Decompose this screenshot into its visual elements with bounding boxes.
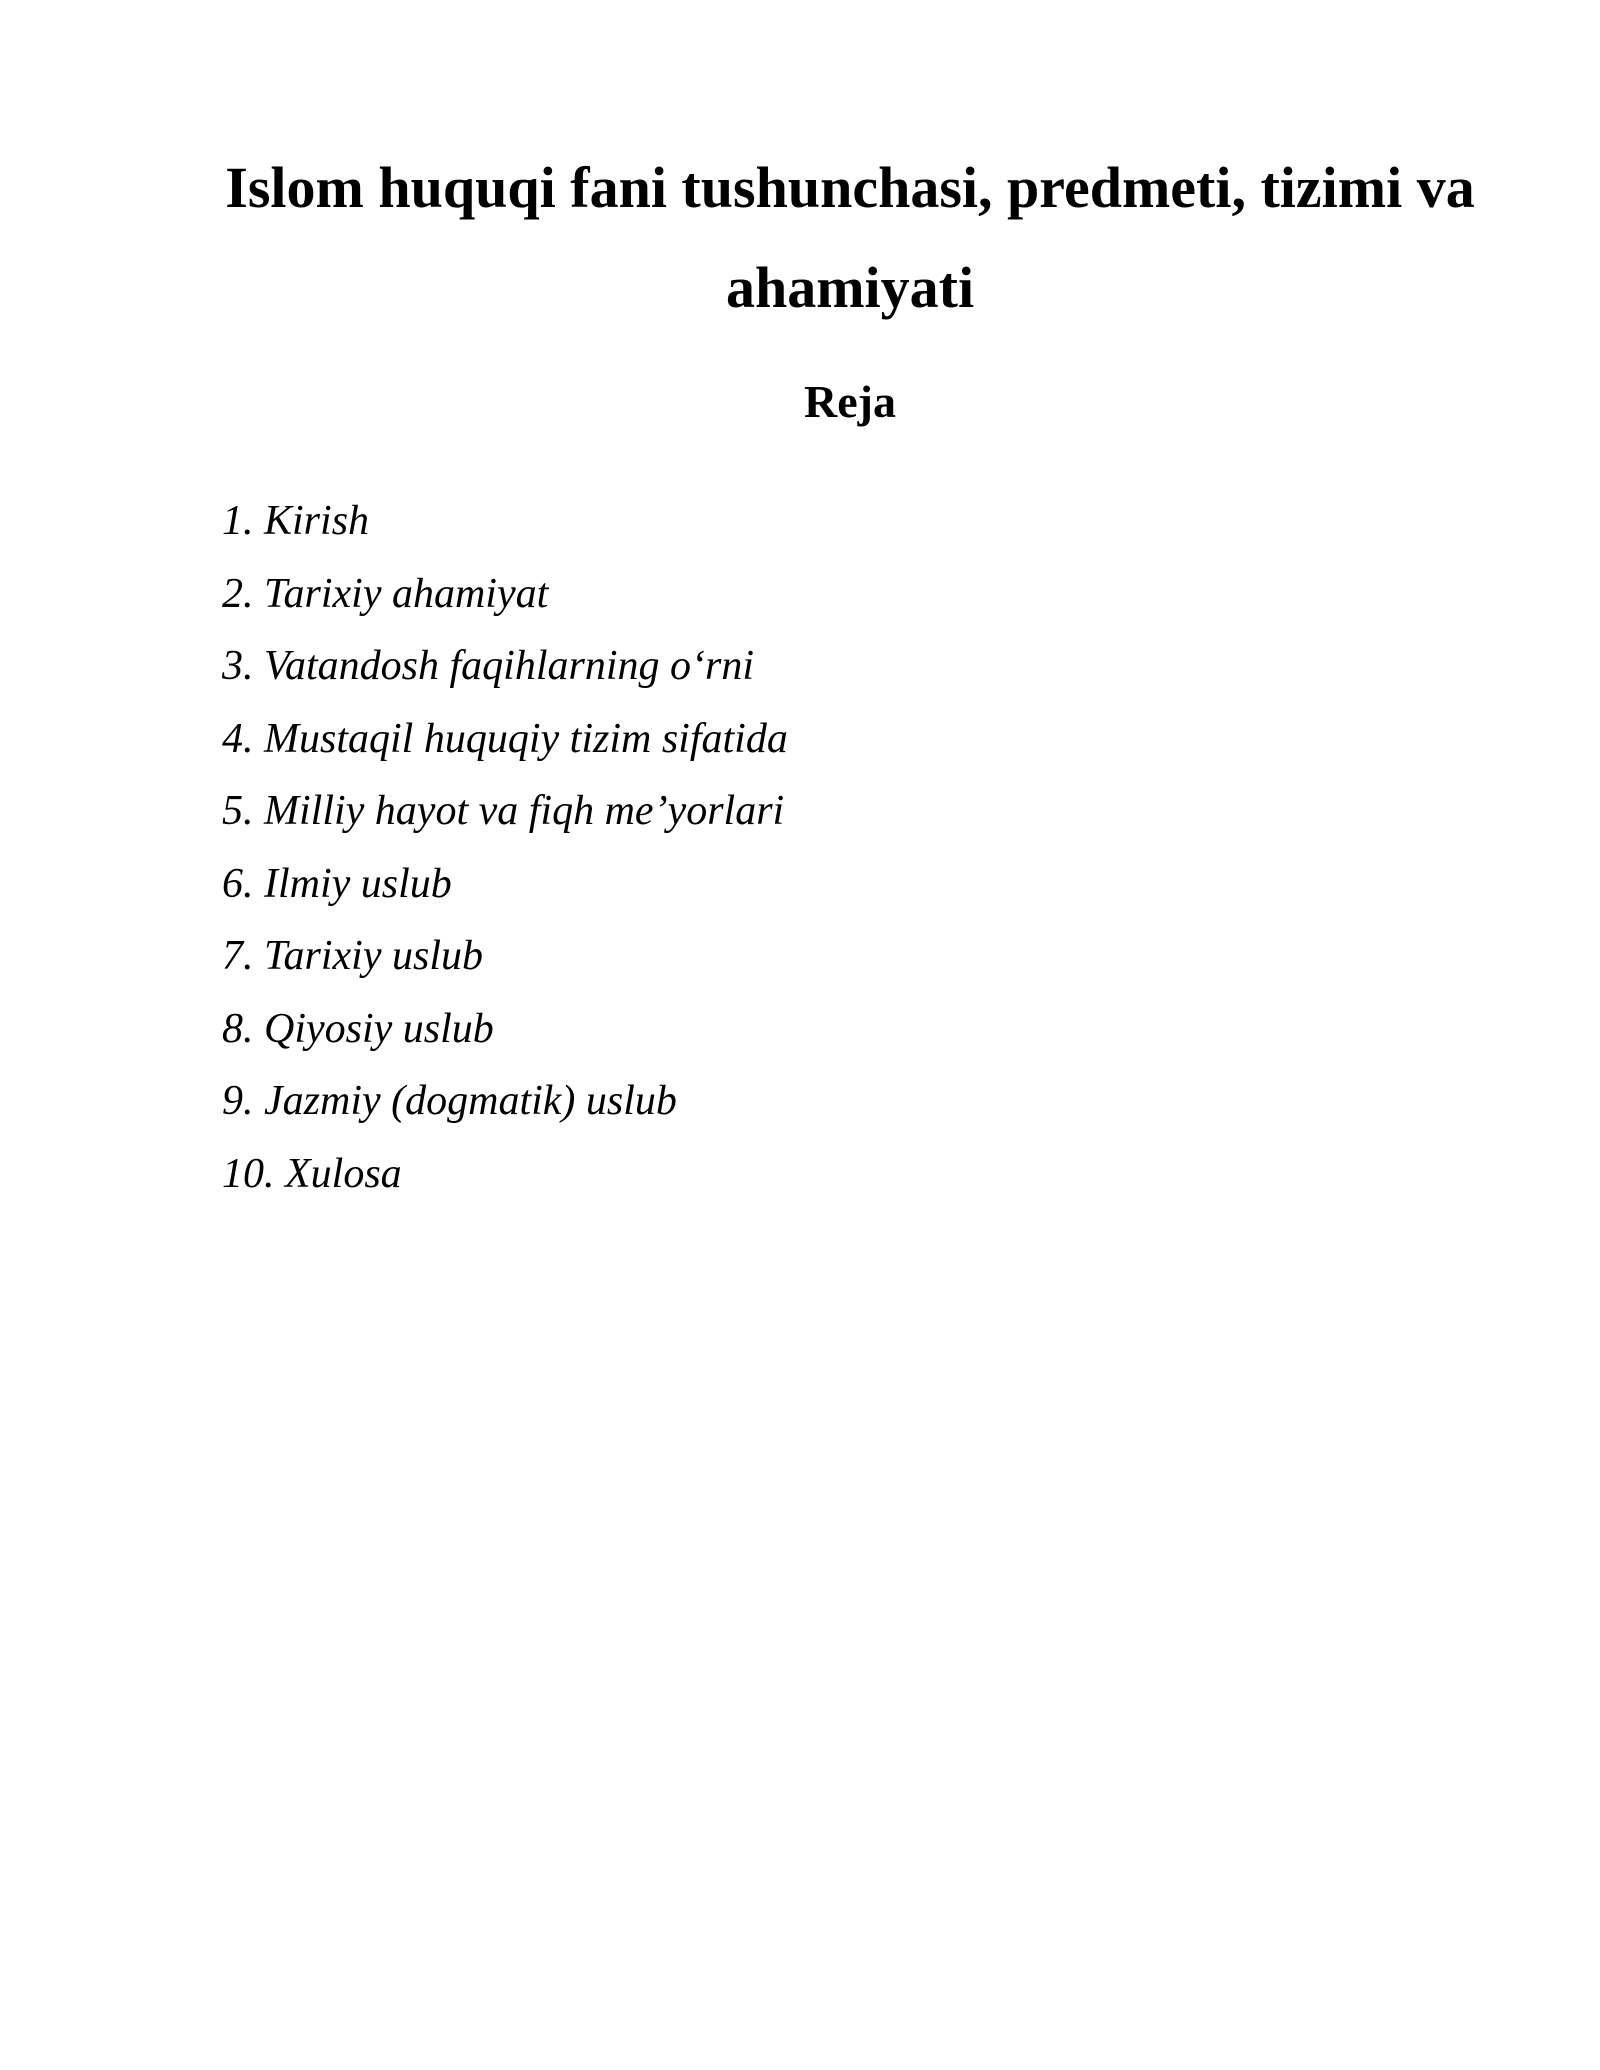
plan-item: 8. Qiyosiy uslub — [222, 1005, 494, 1052]
plan-item: 9. Jazmiy (dogmatik) uslub — [222, 1078, 677, 1124]
plan-list — [222, 485, 788, 1210]
plan-heading: Reja — [804, 376, 896, 427]
plan-item: 10. Xulosa — [222, 1150, 402, 1197]
plan-item: 3. Vatandosh faqihlarning o‘rni — [222, 643, 755, 689]
plan-item: 2. Tarixiy ahamiyat — [222, 570, 549, 617]
plan-item: 4. Mustaqil huquqiy tizim sifatida — [222, 715, 788, 762]
plan-item: 6. Ilmiy uslub — [222, 860, 452, 907]
document-title: Islom huquqi fani tushunchasi, predmeti, tizimi va ahamiyati — [225, 155, 1475, 320]
plan-item: 5. Milliy hayot va fiqh me’yorlari — [222, 788, 785, 834]
plan-item: 1. Kirish — [222, 498, 370, 544]
plan-item: 7. Tarixiy uslub — [222, 933, 483, 979]
